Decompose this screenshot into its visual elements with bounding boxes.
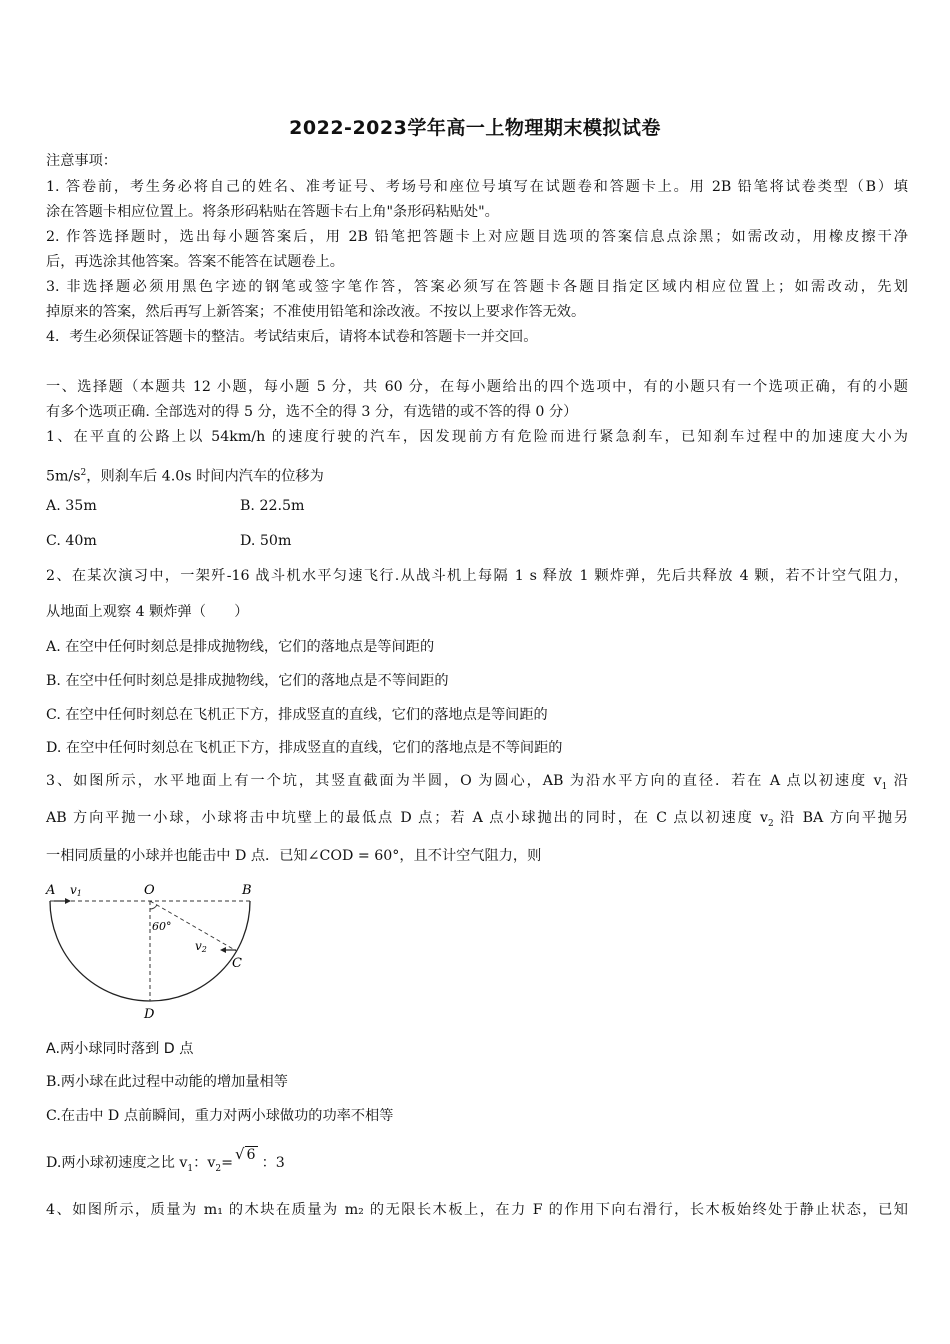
- label-v2: v2: [195, 939, 207, 954]
- v1-arrowhead: [65, 898, 71, 904]
- notice-item-4: 4．考生必须保证答题卡的整洁。考试结束后，请将本试卷和答题卡一并交回。: [46, 329, 538, 345]
- q1-option-a: A. 35m: [46, 498, 97, 514]
- q3-option-b: B.两小球在此过程中动能的增加量相等: [46, 1074, 288, 1090]
- q3-option-d: D.两小球初速度之比 $v_1$：$v_2=$ √ 6 ：3: [46, 1145, 285, 1174]
- notice-item-1b: 涂在答题卡相应位置上。将条形码粘贴在答题卡右上角"条形码粘贴处"。: [46, 204, 499, 220]
- q1-option-c: C. 40m: [46, 533, 97, 549]
- q1-stem-b: $5m/s^2$，则刹车后 4.0s 时间内汽车的位移为: [46, 468, 324, 485]
- angle-arc: [150, 905, 157, 909]
- label-b: B: [242, 883, 252, 898]
- notice-heading: 注意事项：: [46, 153, 117, 169]
- q3-stem-b: AB 方向平抛一小球，小球将击中坑壁上的最低点 D 点；若 A 点小球抛出的同时，在 C 点以初速度 $v_2$ 沿 BA 方向平抛另: [46, 810, 909, 829]
- label-o: O: [144, 883, 155, 898]
- q2-option-c: C. 在空中任何时刻总在飞机正下方，排成竖直的直线，它们的落地点是等间距的: [46, 707, 548, 723]
- q2-option-a: A. 在空中任何时刻总是排成抛物线，它们的落地点是等间距的: [46, 639, 435, 655]
- q3-semicircle-diagram: [44, 878, 264, 1028]
- sqrt-symbol: √: [234, 1145, 245, 1163]
- notice-item-3a: 3. 非选择题必须用黑色字迹的钢笔或签字笔作答，答案必须写在答题卡各题目指定区域内相应位置上；如需改动，先划: [46, 279, 908, 295]
- label-d: D: [144, 1007, 155, 1022]
- section-1-instructions-b: 有多个选项正确. 全部选对的得 5 分，选不全的得 3 分，有选错的或不答的得 0 分）: [46, 404, 578, 420]
- notice-item-2a: 2. 作答选择题时，选出每小题答案后，用 2B 铅笔把答题卡上对应题目选项的答案信息点涂黑；如需改动，用橡皮擦干净: [46, 229, 908, 245]
- notice-item-2b: 后，再选涂其他答案。答案不能答在试题卷上。: [46, 254, 344, 270]
- page-title: 2022-2023学年高一上物理期末模拟试卷: [289, 117, 661, 139]
- q3-option-a: A.两小球同时落到 D 点: [46, 1041, 194, 1057]
- q2-option-b: B. 在空中任何时刻总是排成抛物线，它们的落地点是不等间距的: [46, 673, 449, 689]
- v2-arrowhead: [220, 947, 226, 953]
- q2-option-d: D. 在空中任何时刻总在飞机正下方，排成竖直的直线，它们的落地点是不等间距的: [46, 740, 563, 756]
- q2-stem-a: 2、在某次演习中，一架歼-16 战斗机水平匀速飞行.从战斗机上每隔 1 s 释放 1 颗炸弹，先后共释放 4 颗，若不计空气阻力，: [46, 568, 908, 584]
- q1-option-b: B. 22.5m: [240, 498, 305, 514]
- label-c: C: [232, 956, 242, 971]
- q4-stem-a: 4、如图所示，质量为 m₁ 的木块在质量为 m₂ 的无限长木板上，在力 F 的作用下向右滑行，长木板始终处于静止状态，已知: [46, 1202, 908, 1218]
- notice-item-3b: 掉原来的答案，然后再写上新答案；不准使用铅笔和涂改液。不按以上要求作答无效。: [46, 304, 586, 320]
- section-1-instructions-a: 一、选择题（本题共 12 小题，每小题 5 分，共 60 分，在每小题给出的四个选项中，有的小题只有一个选项正确，有的小题: [46, 379, 908, 395]
- q1-stem-a: 1、在平直的公路上以 54km/h 的速度行驶的汽车，因发现前方有危险而进行紧急刹车，已知刹车过程中的加速度大小为: [46, 429, 908, 445]
- label-a: A: [46, 883, 56, 898]
- q3-stem-a: 3、如图所示，水平地面上有一个坑，其竖直截面为半圆，O 为圆心，AB 为沿水平方向的直径．若在 A 点以初速度 $v_1$ 沿: [46, 773, 908, 792]
- q1-option-d: D. 50m: [240, 533, 292, 549]
- label-v1: v1: [70, 883, 82, 898]
- q2-stem-b: 从地面上观察 4 颗炸弹（ ）: [46, 604, 249, 620]
- label-angle: 60°: [152, 920, 172, 933]
- q3-stem-c: 一相同质量的小球并也能击中 D 点．已知∠COD = 60°，且不计空气阻力，则: [46, 848, 542, 864]
- notice-item-1a: 1. 答卷前，考生务必将自己的姓名、准考证号、考场号和座位号填写在试题卷和答题卡上。用 2B 铅笔将试卷类型（B）填: [46, 179, 908, 195]
- q3-option-c: C.在击中 D 点前瞬间，重力对两小球做功的功率不相等: [46, 1108, 394, 1124]
